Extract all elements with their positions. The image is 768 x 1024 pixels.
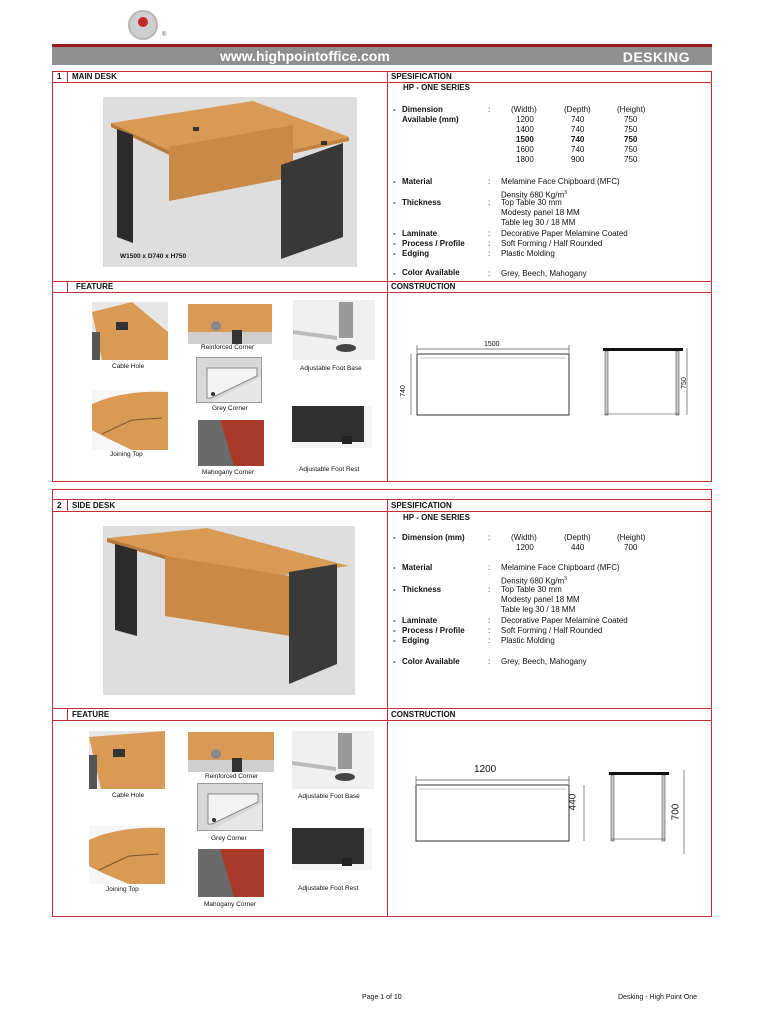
process-label: Process / Profile xyxy=(402,239,465,248)
laminate-label: Laminate xyxy=(402,616,438,625)
section-number: 2 xyxy=(57,501,62,510)
drawing-height-label: 750 xyxy=(680,377,688,389)
process-value: Soft Forming / Half Rounded xyxy=(501,239,603,248)
thickness-label: Thickness xyxy=(402,585,442,594)
feature-caption: Grey Corner xyxy=(212,405,248,412)
section-heading: SIDE DESK xyxy=(72,501,116,510)
laminate-value: Decorative Paper Melamine Coated xyxy=(501,616,628,625)
drawing-width-label: 1500 xyxy=(484,341,500,348)
color-label: Color Available xyxy=(402,268,460,277)
thickness-value: Top Table 30 mm xyxy=(501,198,562,207)
page-number: Page 1 of 10 xyxy=(362,994,402,1001)
edging-value: Plastic Molding xyxy=(501,636,555,645)
feature-caption: Cable Hole xyxy=(112,363,145,370)
dim-cell: 740 xyxy=(571,145,585,154)
thickness-label: Thickness xyxy=(402,198,442,207)
reinforced-corner-photo xyxy=(188,732,274,772)
company-logo: ® xyxy=(108,8,178,56)
feature-heading: FEATURE xyxy=(72,710,110,719)
dim-cell: 750 xyxy=(624,155,638,164)
feature-caption: Adjustable Foot Base xyxy=(300,365,362,372)
spec-heading: SPESIFICATION xyxy=(391,72,452,81)
joining-top-photo xyxy=(89,826,165,884)
feature-caption: Adjustable Foot Base xyxy=(298,793,360,800)
dim-cell-highlight: 1500 xyxy=(516,135,534,144)
feature-caption: Mahogany Corner xyxy=(202,469,255,476)
grey-corner-photo xyxy=(196,357,262,403)
dim-cell: 1200 xyxy=(516,543,534,552)
photo-caption: W1500 x D740 x H750 xyxy=(120,253,187,260)
color-value: Grey, Beech, Mahogany xyxy=(501,269,587,278)
dim-cell: 900 xyxy=(571,155,585,164)
thickness-value: Modesty panel 18 MM xyxy=(501,208,580,217)
dim-cell: 750 xyxy=(624,125,638,134)
material-label: Material xyxy=(402,563,433,572)
feature-caption: Reinforced Corner xyxy=(201,344,255,351)
density-value: Density 680 $Kg/m^3$ xyxy=(501,576,567,586)
dim-cell: 1400 xyxy=(516,125,534,134)
series-name: HP - ONE SERIES xyxy=(403,513,470,522)
mahogany-corner-photo xyxy=(198,849,264,897)
drawing-width-label: 1200 xyxy=(474,764,497,775)
adjustable-foot-rest-photo xyxy=(292,828,372,870)
thickness-value: Modesty panel 18 MM xyxy=(501,595,580,604)
reinforced-corner-photo xyxy=(188,304,272,344)
thickness-value: Table leg 30 / 18 MM xyxy=(501,605,576,614)
dim-cell: 1600 xyxy=(516,145,534,154)
joining-top-photo xyxy=(92,390,168,450)
material-label: Material xyxy=(402,177,433,186)
thickness-value: Top Table 30 mm xyxy=(501,585,562,594)
density-value: Density 680 $Kg/m^3$ xyxy=(501,190,567,200)
dim-header-depth: (Depth) xyxy=(564,533,591,542)
dimension-label: Dimension (mm) xyxy=(402,533,465,542)
dim-header-width: (Width) xyxy=(511,533,537,542)
edging-value: Plastic Molding xyxy=(501,249,555,258)
series-name: HP - ONE SERIES xyxy=(403,83,470,92)
edging-label: Edging xyxy=(402,636,430,645)
laminate-label: Laminate xyxy=(402,229,438,238)
feature-caption: Joining Top xyxy=(110,451,143,458)
adjustable-foot-rest-photo xyxy=(292,406,372,448)
section-number: 1 xyxy=(57,72,62,81)
dim-cell-highlight: 740 xyxy=(571,135,585,144)
dim-cell: 740 xyxy=(571,125,585,134)
laminate-value: Decorative Paper Melamine Coated xyxy=(501,229,628,238)
edging-label: Edging xyxy=(402,249,430,258)
side-desk-photo xyxy=(103,526,355,695)
dimension-label: Dimension xyxy=(402,105,443,114)
feature-caption: Mahogany Corner xyxy=(204,901,257,908)
dimension-label-2: Available (mm) xyxy=(402,115,459,124)
dim-cell: 700 xyxy=(624,543,638,552)
thickness-value: Table leg 30 / 18 MM xyxy=(501,218,576,227)
dim-header-width: (Width) xyxy=(511,105,537,114)
dim-header-height: (Height) xyxy=(617,533,646,542)
section-heading: MAIN DESK xyxy=(72,72,117,81)
feature-caption: Adjustable Foot Rest xyxy=(299,466,360,473)
grey-corner-photo xyxy=(197,783,263,831)
logo-emblem-icon xyxy=(128,10,158,40)
main-desk-photo xyxy=(103,97,357,267)
dim-cell: 1800 xyxy=(516,155,534,164)
material-value: Melamine Face Chipboard (MFC) xyxy=(501,177,620,186)
feature-heading: FEATURE xyxy=(76,282,114,291)
main-desk-construction-drawing xyxy=(400,338,700,428)
feature-caption: Joining Top xyxy=(106,886,139,893)
dim-cell: 440 xyxy=(571,543,585,552)
section-title: DESKING xyxy=(622,49,690,65)
feature-caption: Cable Hole xyxy=(112,792,145,799)
drawing-height-label: 700 xyxy=(670,803,682,821)
dim-cell: 750 xyxy=(624,115,638,124)
process-label: Process / Profile xyxy=(402,626,465,635)
website-link[interactable]: www.highpointoffice.com xyxy=(220,48,390,64)
color-value: Grey, Beech, Mahogany xyxy=(501,657,587,666)
cable-hole-photo xyxy=(89,731,165,789)
dim-header-depth: (Depth) xyxy=(564,105,591,114)
dim-cell: 740 xyxy=(571,115,585,124)
dim-cell: 1200 xyxy=(516,115,534,124)
construction-heading: CONSTRUCTION xyxy=(391,710,456,719)
side-desk-construction-drawing xyxy=(400,764,700,860)
drawing-depth-label: 740 xyxy=(399,385,407,397)
color-label: Color Available xyxy=(402,657,460,666)
process-value: Soft Forming / Half Rounded xyxy=(501,626,603,635)
feature-caption: Adjustable Foot Rest xyxy=(298,885,359,892)
adjustable-foot-base-photo xyxy=(292,731,374,789)
cable-hole-photo xyxy=(92,302,168,360)
dim-cell-highlight: 750 xyxy=(624,135,638,144)
drawing-depth-label: 440 xyxy=(567,793,579,811)
footer-document-title: Desking - High Point One xyxy=(618,994,697,1001)
feature-caption: Grey Corner xyxy=(211,835,247,842)
adjustable-foot-base-photo xyxy=(293,300,375,360)
spec-heading: SPESIFICATION xyxy=(391,501,452,510)
dim-header-height: (Height) xyxy=(617,105,646,114)
feature-caption: Reinforced Corner xyxy=(205,773,259,780)
mahogany-corner-photo xyxy=(198,420,264,466)
dim-cell: 750 xyxy=(624,145,638,154)
construction-heading: CONSTRUCTION xyxy=(391,282,456,291)
material-value: Melamine Face Chipboard (MFC) xyxy=(501,563,620,572)
